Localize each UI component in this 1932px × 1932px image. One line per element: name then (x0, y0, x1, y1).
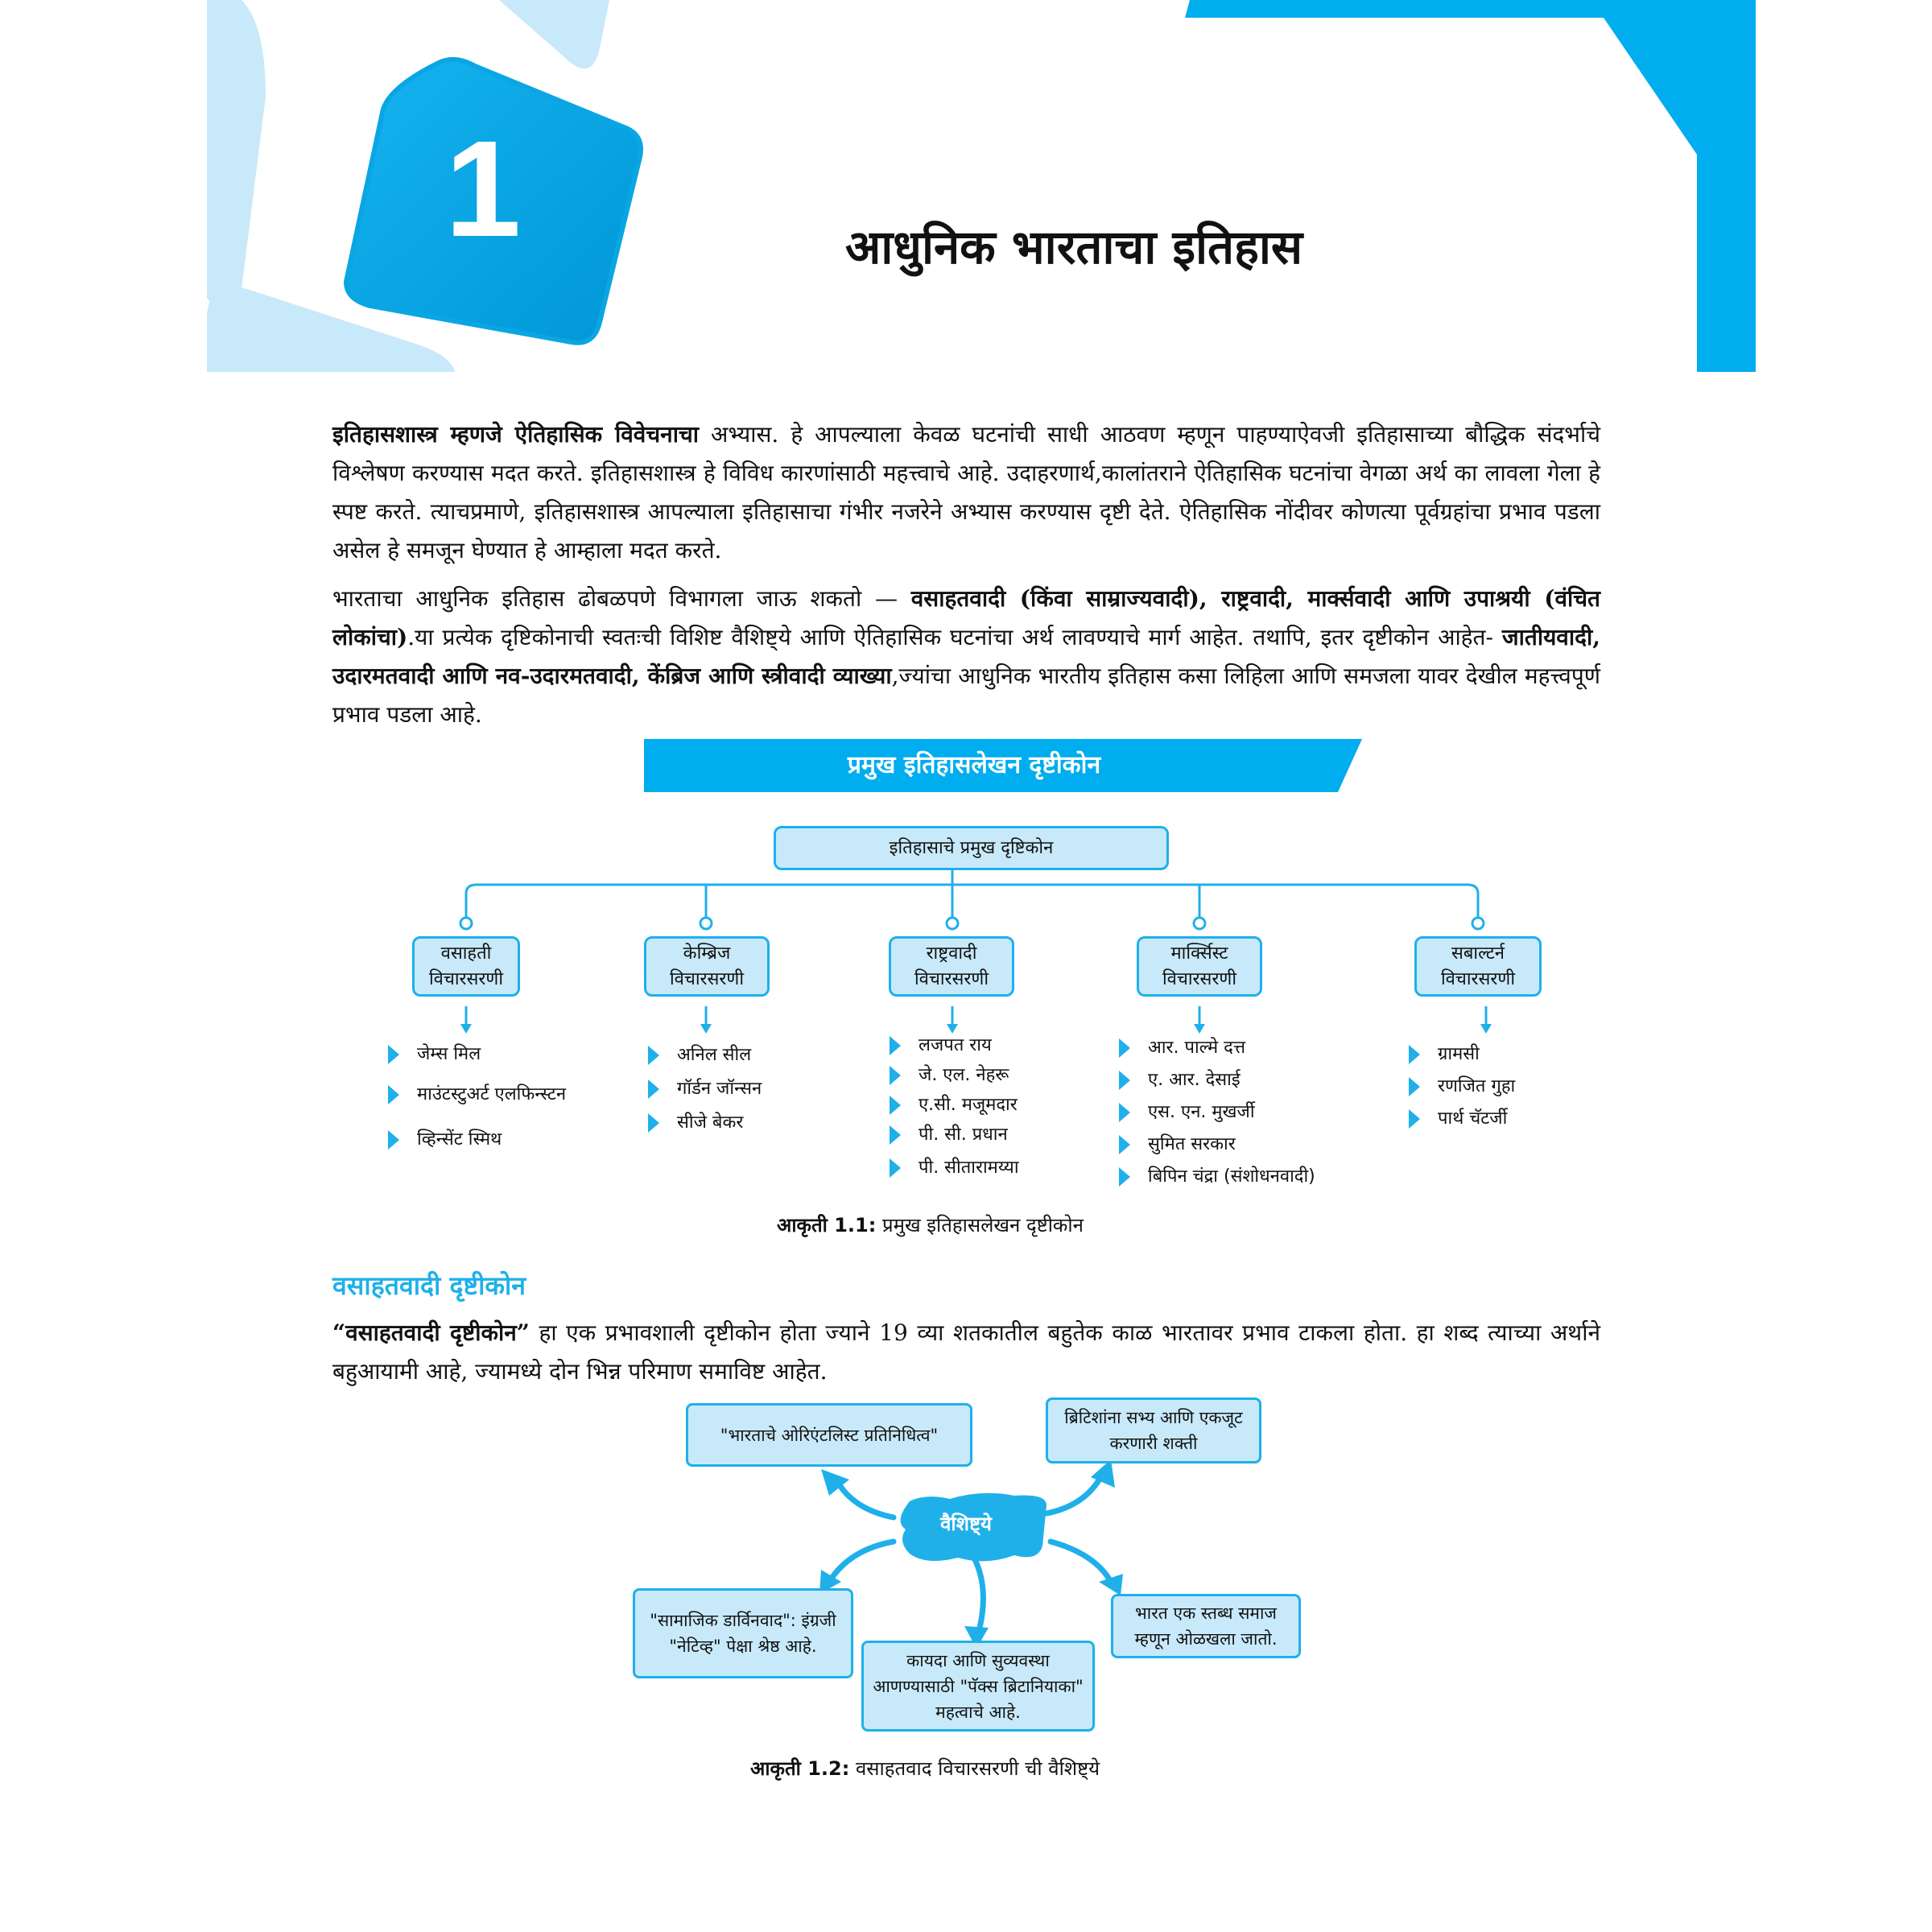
intro-p2-bold-b: जातीयवादी, उदारमतवादी आणि नव-उदारमतवादी, केंब्रिज आणि स्त्रीवादी व्याख्या (332, 624, 1600, 689)
figure1-caption-label: आकृती 1.1: (777, 1214, 877, 1236)
feature-box-pax-britannica (861, 1641, 1095, 1732)
school-title: केम्ब्रिज (683, 943, 731, 964)
school-subtitle: विचारसरणी (914, 968, 989, 989)
school-subtitle: विचारसरणी (669, 968, 745, 989)
list-item: सुमित सरकार (1119, 1129, 1315, 1161)
section-p-bold: “वसाहतवादी दृष्टीकोन” (332, 1319, 530, 1346)
figure2-caption-text: वसाहतवाद विचारसरणी ची वैशिष्ट्ये (849, 1757, 1100, 1780)
figure1-caption-text: प्रमुख इतिहासलेखन दृष्टीकोन (876, 1214, 1084, 1236)
list-item: व्हिन्सेंट स्मिथ (388, 1120, 566, 1160)
list-item: ग्रामसी (1409, 1038, 1515, 1071)
intro-p1-text: अभ्यास. हे आपल्याला केवळ घटनांची साधी आठवण म्हणून पाहण्याऐवजी इतिहासाच्या बौद्धिक संदर्भाचे विश्लेषण करण्यास मदत करते. इतिहासशास्त्र हे विविध कारणांसाठी महत्त्वाचे आहे. उदाहरणार्थ,कालांतराने ऐतिहासिक घटनांचा वेगळा अर्थ का लावला गेला हे स्पष्ट करते. त्याचप्रमाणे, इतिहासशास्त्र आपल्याला इतिहासाचा गंभीर नजरेने अभ्यास करण्यास दृष्टी देते. ऐतिहासिक नोंदीवर कोणत्या पूर्वग्रहांचा प्रभाव पडला असेल हे समजून घेण्यात हे आम्हाला मदत करते. (332, 421, 1600, 564)
list-item: पी. सीतारामय्या (890, 1153, 1019, 1183)
list-item: पी. सी. प्रधान (890, 1120, 1019, 1150)
figure2-caption (750, 1755, 1100, 1781)
feature-text: आणण्यासाठी "पॅक्स ब्रिटानियाका" (873, 1676, 1084, 1696)
feature-text: "भारताचे ओरिएंटलिस्ट प्रतिनिधित्व" (720, 1425, 939, 1445)
list-item: बिपिन चंद्रा (संशोधनवादी) (1119, 1161, 1315, 1193)
feature-text: भारत एक स्तब्ध समाज (1135, 1604, 1277, 1623)
section-heading: वसाहतवादी दृष्टीकोन (332, 1270, 526, 1301)
school-title: सबाल्टर्न (1451, 943, 1505, 964)
intro-p2-text-c: ,ज्यांचा आधुनिक भारतीय इतिहास कसा लिहिला आणि समजला यावर देखील महत्त्वपूर्ण प्रभाव पडला आहे. (332, 663, 1601, 728)
feature-text: म्हणून ओळखला जातो. (1134, 1629, 1278, 1649)
intro-p2-text-a: भारताचा आधुनिक इतिहास ढोबळपणे विभागला जाऊ शकतो — (332, 585, 911, 612)
figure1-banner: प्रमुख इतिहासलेखन दृष्टीकोन (847, 751, 1101, 779)
school-title: राष्ट्रवादी (926, 943, 977, 964)
list-item: रणजित गुहा (1409, 1071, 1515, 1103)
list-item: ए.सी. मजूमदार (890, 1090, 1019, 1120)
feature-box-social-darwinism (633, 1588, 853, 1678)
section-p-text: हा एक प्रभावशाली दृष्टीकोन होता ज्याने 19 व्या शतकातील बहुतेक काळ भारतावर प्रभाव टाकला होता. हा शब्द त्याच्या अर्थाने बहुआयामी आहे, ज्यामध्ये दोन भिन्न परिमाण समाविष्ट आहेत. (332, 1319, 1600, 1385)
school-title: वसाहती (440, 943, 492, 964)
list-item: गॉर्डन जॉन्सन (648, 1072, 762, 1106)
school-subtitle: विचारसरणी (1440, 968, 1516, 989)
feature-text: महत्वाचे आहे. (935, 1702, 1021, 1722)
list-item: लजपत राय (890, 1030, 1019, 1060)
feature-text: "नेटिव्ह" पेक्षा श्रेष्ठ आहे. (669, 1637, 817, 1656)
figure2-center-node: वैशिष्ट्ये (940, 1513, 992, 1535)
feature-text: कायदा आणि सुव्यवस्था (906, 1650, 1050, 1670)
intro-p1-bold: इतिहासशास्त्र म्हणजे ऐतिहासिक विवेचनाचा (332, 421, 699, 448)
feature-text: करणारी शक्ती (1109, 1434, 1198, 1453)
feature-box-civilizing-force (1046, 1397, 1261, 1463)
list-item: ए. आर. देसाई (1119, 1064, 1315, 1096)
list-item: माउंटस्टुअर्ट एलफिन्स्टन (388, 1075, 566, 1115)
chapter-number: 1 (444, 113, 522, 266)
list-item: जेम्स मिल (388, 1034, 566, 1075)
list-item: आर. पाल्मे दत्त (1119, 1032, 1315, 1064)
figure2-caption-label: आकृती 1.2: (750, 1757, 850, 1780)
list-item: सीजे बेकर (648, 1106, 762, 1140)
list-item: अनिल सील (648, 1038, 762, 1072)
school-subtitle: विचारसरणी (1162, 968, 1237, 989)
list-item: एस. एन. मुखर्जी (1119, 1096, 1315, 1129)
school-subtitle: विचारसरणी (428, 968, 504, 989)
list-item: जे. एल. नेहरू (890, 1060, 1019, 1090)
chapter-title: आधुनिक भारताचा इतिहास (845, 220, 1303, 275)
root-node-label: इतिहासाचे प्रमुख दृष्टिकोन (889, 837, 1054, 858)
feature-text: "सामाजिक डार्विनवाद": इंग्रजी (650, 1611, 836, 1630)
feature-box-stagnant-society (1111, 1594, 1301, 1658)
feature-text: ब्रिटिशांना सभ्य आणि एकजूट (1064, 1408, 1243, 1427)
school-title: मार्क्सिस्ट (1170, 943, 1228, 964)
intro-p2-text-b: .या प्रत्येक दृष्टिकोनाची स्वतःची विशिष्ट वैशिष्ट्ये आणि ऐतिहासिक घटनांचा अर्थ लावण्याचे मार्ग आहेत. तथापि, इतर दृष्टीकोन आहेत- (407, 624, 1502, 650)
feature-box-orientalist (686, 1403, 972, 1467)
intro-p2-bold-a: वसाहतवादी (किंवा साम्राज्यवादी), राष्ट्रवादी, मार्क्सवादी आणि उपाश्रयी (वंचित लोकांचा) (332, 585, 1601, 650)
list-item: पार्थ चॅटर्जी (1409, 1103, 1515, 1135)
